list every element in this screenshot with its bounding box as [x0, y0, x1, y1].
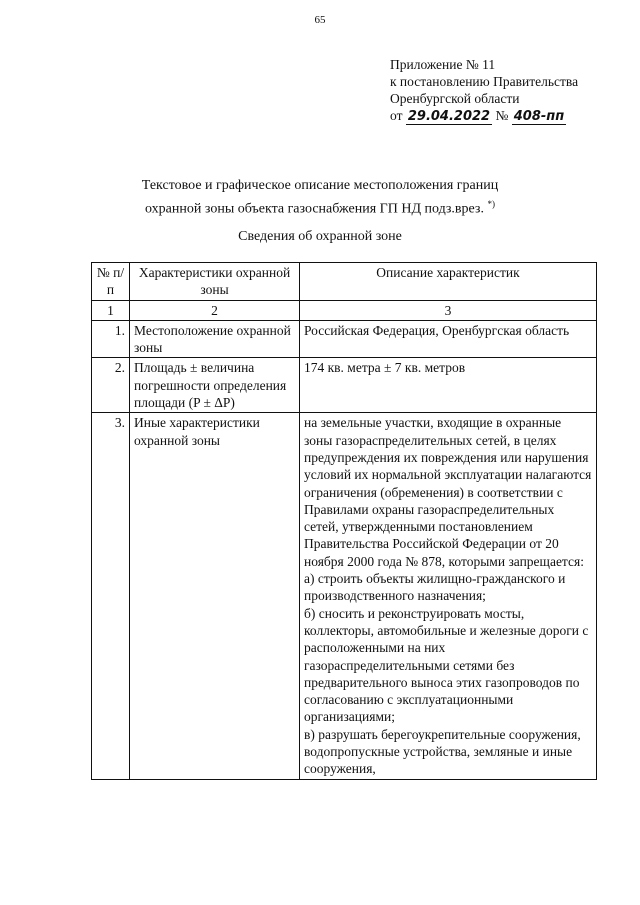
number-prefix: № — [495, 108, 509, 123]
row-description: 174 кв. метра ± 7 кв. метров — [300, 358, 597, 413]
appendix-title: Приложение № 11 — [390, 57, 496, 72]
row-number: 3. — [92, 413, 130, 779]
footnote-mark: *) — [487, 199, 495, 209]
header-number: № п/п — [92, 263, 130, 301]
title-line-2 — [60, 195, 580, 219]
handwritten-number: 408-пп — [513, 109, 565, 124]
restriction-item-b: б) сносить и реконструировать мосты, коллекторы, автомобильные и железные дороги с расположенными на них газораспределительными сетями без предварительного выноса этих газопроводов по согласованию с эксплуатационными организациями; — [304, 605, 589, 725]
table-header-row — [92, 263, 597, 301]
appendix-line-2: к постановлению Правительства — [390, 74, 579, 89]
row-number: 1. — [92, 320, 130, 358]
title-line-1: Текстовое и графическое описание местоположения границ — [141, 178, 499, 193]
header-description: Описание характеристик — [300, 263, 597, 301]
zone-info-table — [91, 262, 597, 780]
date-prefix: от — [390, 108, 403, 123]
column-number: 2 — [130, 300, 300, 320]
row-characteristic: Площадь ± величина погрешности определения площади (P ± ΔP) — [130, 358, 300, 413]
page-number: 65 — [314, 14, 326, 26]
handwritten-date: 29.04.2022 — [407, 109, 491, 124]
appendix-header — [390, 56, 578, 125]
header-characteristic: Характеристики охранной зоны — [130, 263, 300, 301]
restriction-item-c: в) разрушать берегоукрепительные сооружения, водопропускные устройства, земляные и иные сооружения, — [304, 726, 581, 777]
row-description: Российская Федерация, Оренбургская область — [300, 320, 597, 358]
row-number: 2. — [92, 358, 130, 413]
title-line-2-text: охранной зоны объекта газоснабжения ГП НД подз.врез. — [145, 201, 484, 217]
table-row — [92, 320, 597, 358]
restriction-paragraph: на земельные участки, входящие в охранные зоны газораспределительных сетей, в целях предупреждения их повреждения или нарушения условий их нормальной эксплуатации налагаются ограничения (обременения) в соответствии с Правилами охраны газораспределительных сетей, утвержденными постановлением Правительства Российской Федерации от 20 ноября 2000 года № 878, которыми запрещается: — [304, 415, 592, 569]
section-subtitle: Сведения об охранной зоне — [238, 229, 402, 244]
table-row — [92, 413, 597, 779]
appendix-date-line — [390, 107, 578, 125]
row-description — [300, 413, 597, 779]
document-title — [60, 176, 580, 219]
column-number-row — [92, 300, 597, 320]
row-characteristic: Местоположение охранной зоны — [130, 320, 300, 358]
appendix-line-3: Оренбургской области — [390, 91, 520, 106]
restriction-item-a: а) строить объекты жилищно-гражданского и производственного назначения; — [304, 571, 566, 604]
column-number: 1 — [92, 300, 130, 320]
row-characteristic: Иные характеристики охранной зоны — [130, 413, 300, 779]
column-number: 3 — [300, 300, 597, 320]
table-row — [92, 358, 597, 413]
